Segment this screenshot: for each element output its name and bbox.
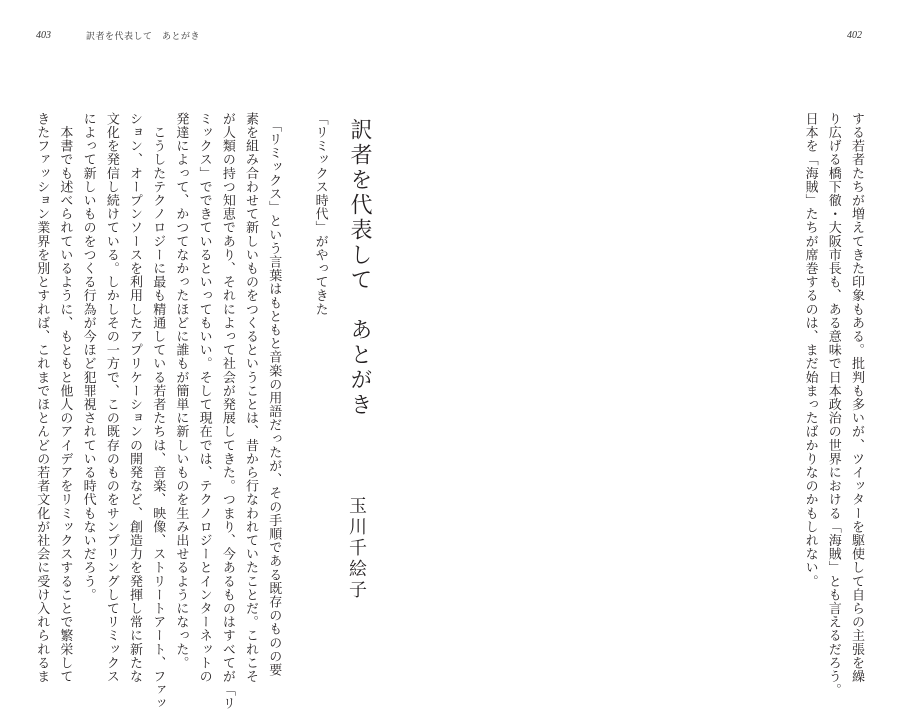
blank-line [285, 112, 308, 632]
page-number-left: 403 [36, 30, 51, 41]
chapter-title: 訳者を代表して あとがき [347, 118, 372, 418]
text-line: 発達によって、かつてなかったほどに誰もが簡単に新しいものを生み出せるようになった。 [173, 112, 189, 670]
section-heading: 「リミックス時代」がやってきた [312, 112, 328, 316]
running-head: 訳者を代表して あとがき [86, 32, 201, 42]
text-line: 素を組み合わせて新しいものをつくるということは、昔から行なわれていたことだ。これこそ [243, 112, 259, 684]
page-number-right: 402 [847, 30, 862, 41]
text-line: り広げる橋下徹・大阪市長も、ある意味で日本政治の世界における「海賊」とも言えるだろう。 [825, 112, 841, 697]
page-403-body [30, 112, 332, 710]
page-402-body [798, 112, 868, 697]
author-name: 玉川千絵子 [346, 496, 367, 601]
text-line: 文化を発信し続けている。しかしその一方で、この既存のものをサンプリングしてリミックス [103, 112, 119, 684]
text-line: ミックス」でできているといってもいい。そして現在では、テクノロジーとインターネットの [196, 112, 212, 684]
text-line: によって新しいものをつくる行為が今ほど犯罪視されている時代もないだろう。 [80, 112, 96, 602]
text-line: ション、オープンソースを利用したアプリケーションの開発など、創造力を発揮し常に新たな [127, 112, 143, 684]
text-line: 本書でも述べられているように、もともと他人のアイデアをリミックスすることで繁栄して [57, 112, 73, 684]
text-line: 日本を「海賊」たちが席巻するのは、まだ始まったばかりなのかもしれない。 [802, 112, 818, 588]
text-line: きたファッション業界を別とすれば、これまでほとんどの若者文化が社会に受け入れられるま [34, 112, 50, 684]
text-line: が人類の持つ知恵であり、それによって社会が発展してきた。つまり、今あるものはすべてが「リ [219, 112, 235, 710]
text-line: こうしたテクノロジーに最も精通している若者たちは、音楽、映像、ストリートアート、ファッ [150, 112, 166, 710]
text-line: する若者たちが増えてきた印象もある。批判も多いが、ツイッターを駆使して自らの主張を繰 [849, 112, 864, 684]
text-line: 「リミックス」という言葉はもともと音楽の用語だったが、その手順である既存のものの要 [266, 112, 282, 677]
